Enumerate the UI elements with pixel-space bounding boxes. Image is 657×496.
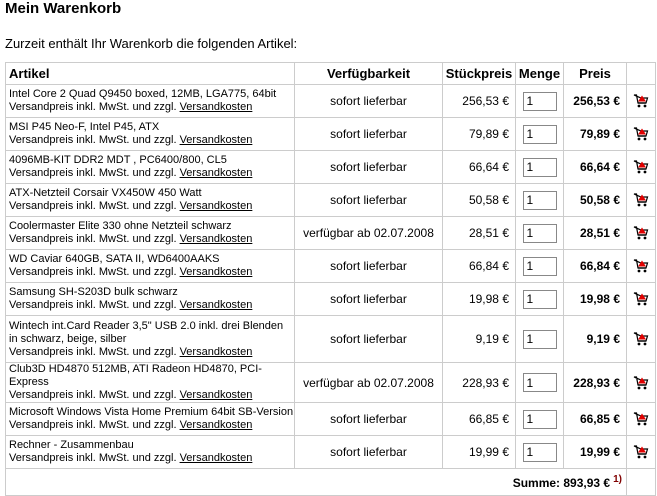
article-cell [6, 283, 295, 316]
remove-from-cart-icon[interactable] [633, 259, 649, 273]
quantity-cell [516, 283, 564, 316]
availability-cell: sofort lieferbar [295, 250, 443, 283]
price-cell: 9,19 € [564, 316, 627, 363]
article-name: Wintech int.Card Reader 3,5" USB 2.0 inkl. drei Blenden in schwarz, beige, silber [9, 319, 284, 345]
cart-row [6, 283, 656, 316]
quantity-cell [516, 151, 564, 184]
shipping-note-text: Versandpreis inkl. MwSt. und zzgl. [9, 266, 180, 278]
availability-cell: sofort lieferbar [295, 85, 443, 118]
cart-row [6, 363, 656, 403]
shipping-note [9, 167, 294, 180]
cart-total-cell [6, 469, 627, 496]
shipping-note [9, 299, 294, 312]
cart-row [6, 217, 656, 250]
cart-total: Summe: 893,93 € [512, 476, 611, 490]
availability-cell: sofort lieferbar [295, 151, 443, 184]
article-name: Rechner - Zusammenbau [9, 439, 134, 451]
price-cell: 79,89 € [564, 118, 627, 151]
cart-table [5, 62, 656, 496]
cart-row [6, 151, 656, 184]
article-cell [6, 118, 295, 151]
article-cell [6, 363, 295, 403]
col-header-price: Preis [564, 63, 627, 85]
shipping-note-text: Versandpreis inkl. MwSt. und zzgl. [9, 419, 180, 431]
shipping-costs-link[interactable]: Versandkosten [179, 233, 253, 245]
availability-cell: verfügbar ab 02.07.2008 [295, 217, 443, 250]
quantity-cell [516, 217, 564, 250]
article-cell [6, 85, 295, 118]
shipping-note [9, 346, 294, 359]
shipping-costs-link[interactable]: Versandkosten [179, 200, 253, 212]
article-cell [6, 217, 295, 250]
action-cell [627, 184, 656, 217]
quantity-cell [516, 363, 564, 403]
page-title: Mein Warenkorb [5, 0, 122, 17]
shipping-note [9, 419, 294, 432]
col-header-actions [627, 63, 656, 85]
cart-total-empty-cell [627, 469, 656, 496]
shipping-note [9, 134, 294, 147]
action-cell [627, 250, 656, 283]
availability-cell: sofort lieferbar [295, 316, 443, 363]
shipping-note-text: Versandpreis inkl. MwSt. und zzgl. [9, 167, 180, 179]
remove-from-cart-icon[interactable] [633, 160, 649, 174]
unit-price-cell: 19,98 € [443, 283, 516, 316]
unit-price-cell: 256,53 € [443, 85, 516, 118]
quantity-cell [516, 403, 564, 436]
action-cell [627, 436, 656, 469]
quantity-cell [516, 316, 564, 363]
availability-cell: verfügbar ab 02.07.2008 [295, 363, 443, 403]
cart-row [6, 85, 656, 118]
shipping-costs-link[interactable]: Versandkosten [179, 299, 253, 311]
action-cell [627, 363, 656, 403]
action-cell [627, 118, 656, 151]
remove-from-cart-icon[interactable] [633, 226, 649, 240]
article-name: Club3D HD4870 512MB, ATI Radeon HD4870, PCI-Express [9, 363, 262, 388]
availability-cell: sofort lieferbar [295, 118, 443, 151]
shipping-note-text: Versandpreis inkl. MwSt. und zzgl. [9, 233, 180, 245]
shipping-note-text: Versandpreis inkl. MwSt. und zzgl. [9, 200, 180, 212]
price-cell: 256,53 € [564, 85, 627, 118]
action-cell [627, 217, 656, 250]
cart-header-row [6, 63, 656, 85]
quantity-cell [516, 85, 564, 118]
total-footnote-link[interactable]: 1) [613, 474, 622, 485]
price-cell: 228,93 € [564, 363, 627, 403]
article-name: Intel Core 2 Quad Q9450 boxed, 12MB, LGA775, 64bit [9, 88, 277, 100]
shipping-note [9, 389, 294, 402]
unit-price-cell: 79,89 € [443, 118, 516, 151]
shipping-note [9, 266, 294, 279]
shipping-costs-link[interactable]: Versandkosten [179, 452, 253, 464]
shipping-note-text: Versandpreis inkl. MwSt. und zzgl. [9, 101, 180, 113]
shipping-costs-link[interactable]: Versandkosten [179, 389, 253, 401]
cart-body [6, 85, 656, 469]
cart-row [6, 184, 656, 217]
quantity-cell [516, 118, 564, 151]
availability-cell: sofort lieferbar [295, 436, 443, 469]
article-name: Samsung SH-S203D bulk schwarz [9, 286, 178, 298]
shipping-note-text: Versandpreis inkl. MwSt. und zzgl. [9, 134, 180, 146]
quantity-input[interactable] [523, 125, 557, 144]
article-cell [6, 403, 295, 436]
unit-price-cell: 66,64 € [443, 151, 516, 184]
shipping-note [9, 101, 294, 114]
shipping-costs-link[interactable]: Versandkosten [179, 419, 253, 431]
availability-cell: sofort lieferbar [295, 403, 443, 436]
article-name: MSI P45 Neo-F, Intel P45, ATX [9, 121, 160, 133]
cart-row [6, 118, 656, 151]
unit-price-cell: 9,19 € [443, 316, 516, 363]
quantity-input[interactable] [523, 410, 557, 429]
shipping-costs-link[interactable]: Versandkosten [179, 266, 253, 278]
action-cell [627, 151, 656, 184]
article-cell [6, 250, 295, 283]
quantity-input[interactable] [523, 330, 557, 349]
shipping-note [9, 452, 294, 465]
price-cell: 50,58 € [564, 184, 627, 217]
shipping-note [9, 200, 294, 213]
shipping-note-text: Versandpreis inkl. MwSt. und zzgl. [9, 452, 180, 464]
availability-cell: sofort lieferbar [295, 184, 443, 217]
article-name: Microsoft Windows Vista Home Premium 64bit SB-Version [9, 406, 294, 418]
shipping-note-text: Versandpreis inkl. MwSt. und zzgl. [9, 299, 180, 311]
unit-price-cell: 50,58 € [443, 184, 516, 217]
quantity-input[interactable] [523, 191, 557, 210]
remove-from-cart-icon[interactable] [633, 94, 649, 108]
price-cell: 19,99 € [564, 436, 627, 469]
remove-from-cart-icon[interactable] [633, 332, 649, 346]
action-cell [627, 283, 656, 316]
quantity-input[interactable] [523, 373, 557, 392]
remove-from-cart-icon[interactable] [633, 412, 649, 426]
remove-from-cart-icon[interactable] [633, 292, 649, 306]
unit-price-cell: 19,99 € [443, 436, 516, 469]
cart-intro-text: Zurzeit enthält Ihr Warenkorb die folgenden Artikel: [5, 36, 298, 51]
price-cell: 66,84 € [564, 250, 627, 283]
col-header-availability: Verfügbarkeit [295, 63, 443, 85]
cart-row [6, 316, 656, 363]
remove-from-cart-icon[interactable] [633, 445, 649, 459]
cart-row [6, 250, 656, 283]
article-cell [6, 436, 295, 469]
col-header-unit-price: Stückpreis [443, 63, 516, 85]
shipping-costs-link[interactable]: Versandkosten [179, 134, 253, 146]
unit-price-cell: 228,93 € [443, 363, 516, 403]
shipping-costs-link[interactable]: Versandkosten [179, 101, 253, 113]
price-cell: 66,64 € [564, 151, 627, 184]
article-name: ATX-Netzteil Corsair VX450W 450 Watt [9, 187, 202, 199]
article-cell [6, 316, 295, 363]
quantity-input[interactable] [523, 290, 557, 309]
shipping-note-text: Versandpreis inkl. MwSt. und zzgl. [9, 389, 180, 401]
shipping-note-text: Versandpreis inkl. MwSt. und zzgl. [9, 345, 180, 358]
unit-price-cell: 66,85 € [443, 403, 516, 436]
availability-cell: sofort lieferbar [295, 283, 443, 316]
shipping-costs-link[interactable]: Versandkosten [179, 345, 253, 358]
price-cell: 66,85 € [564, 403, 627, 436]
remove-from-cart-icon[interactable] [633, 376, 649, 390]
cart-total-row [6, 469, 656, 496]
col-header-article: Artikel [6, 63, 295, 85]
unit-price-cell: 28,51 € [443, 217, 516, 250]
remove-from-cart-icon[interactable] [633, 127, 649, 141]
action-cell [627, 403, 656, 436]
quantity-cell [516, 184, 564, 217]
price-cell: 19,98 € [564, 283, 627, 316]
article-name: 4096MB-KIT DDR2 MDT , PC6400/800, CL5 [9, 154, 227, 166]
col-header-quantity: Menge [516, 63, 564, 85]
unit-price-cell: 66,84 € [443, 250, 516, 283]
quantity-input[interactable] [523, 224, 557, 243]
quantity-input[interactable] [523, 257, 557, 276]
shipping-costs-link[interactable]: Versandkosten [179, 167, 253, 179]
quantity-cell [516, 250, 564, 283]
article-name: WD Caviar 640GB, SATA II, WD6400AAKS [9, 253, 220, 265]
quantity-input[interactable] [523, 92, 557, 111]
quantity-cell [516, 436, 564, 469]
cart-row [6, 436, 656, 469]
cart-row [6, 403, 656, 436]
action-cell [627, 316, 656, 363]
price-cell: 28,51 € [564, 217, 627, 250]
article-cell [6, 151, 295, 184]
action-cell [627, 85, 656, 118]
quantity-input[interactable] [523, 158, 557, 177]
shipping-note [9, 233, 294, 246]
article-name: Coolermaster Elite 330 ohne Netzteil schwarz [9, 220, 232, 232]
remove-from-cart-icon[interactable] [633, 193, 649, 207]
article-cell [6, 184, 295, 217]
quantity-input[interactable] [523, 443, 557, 462]
